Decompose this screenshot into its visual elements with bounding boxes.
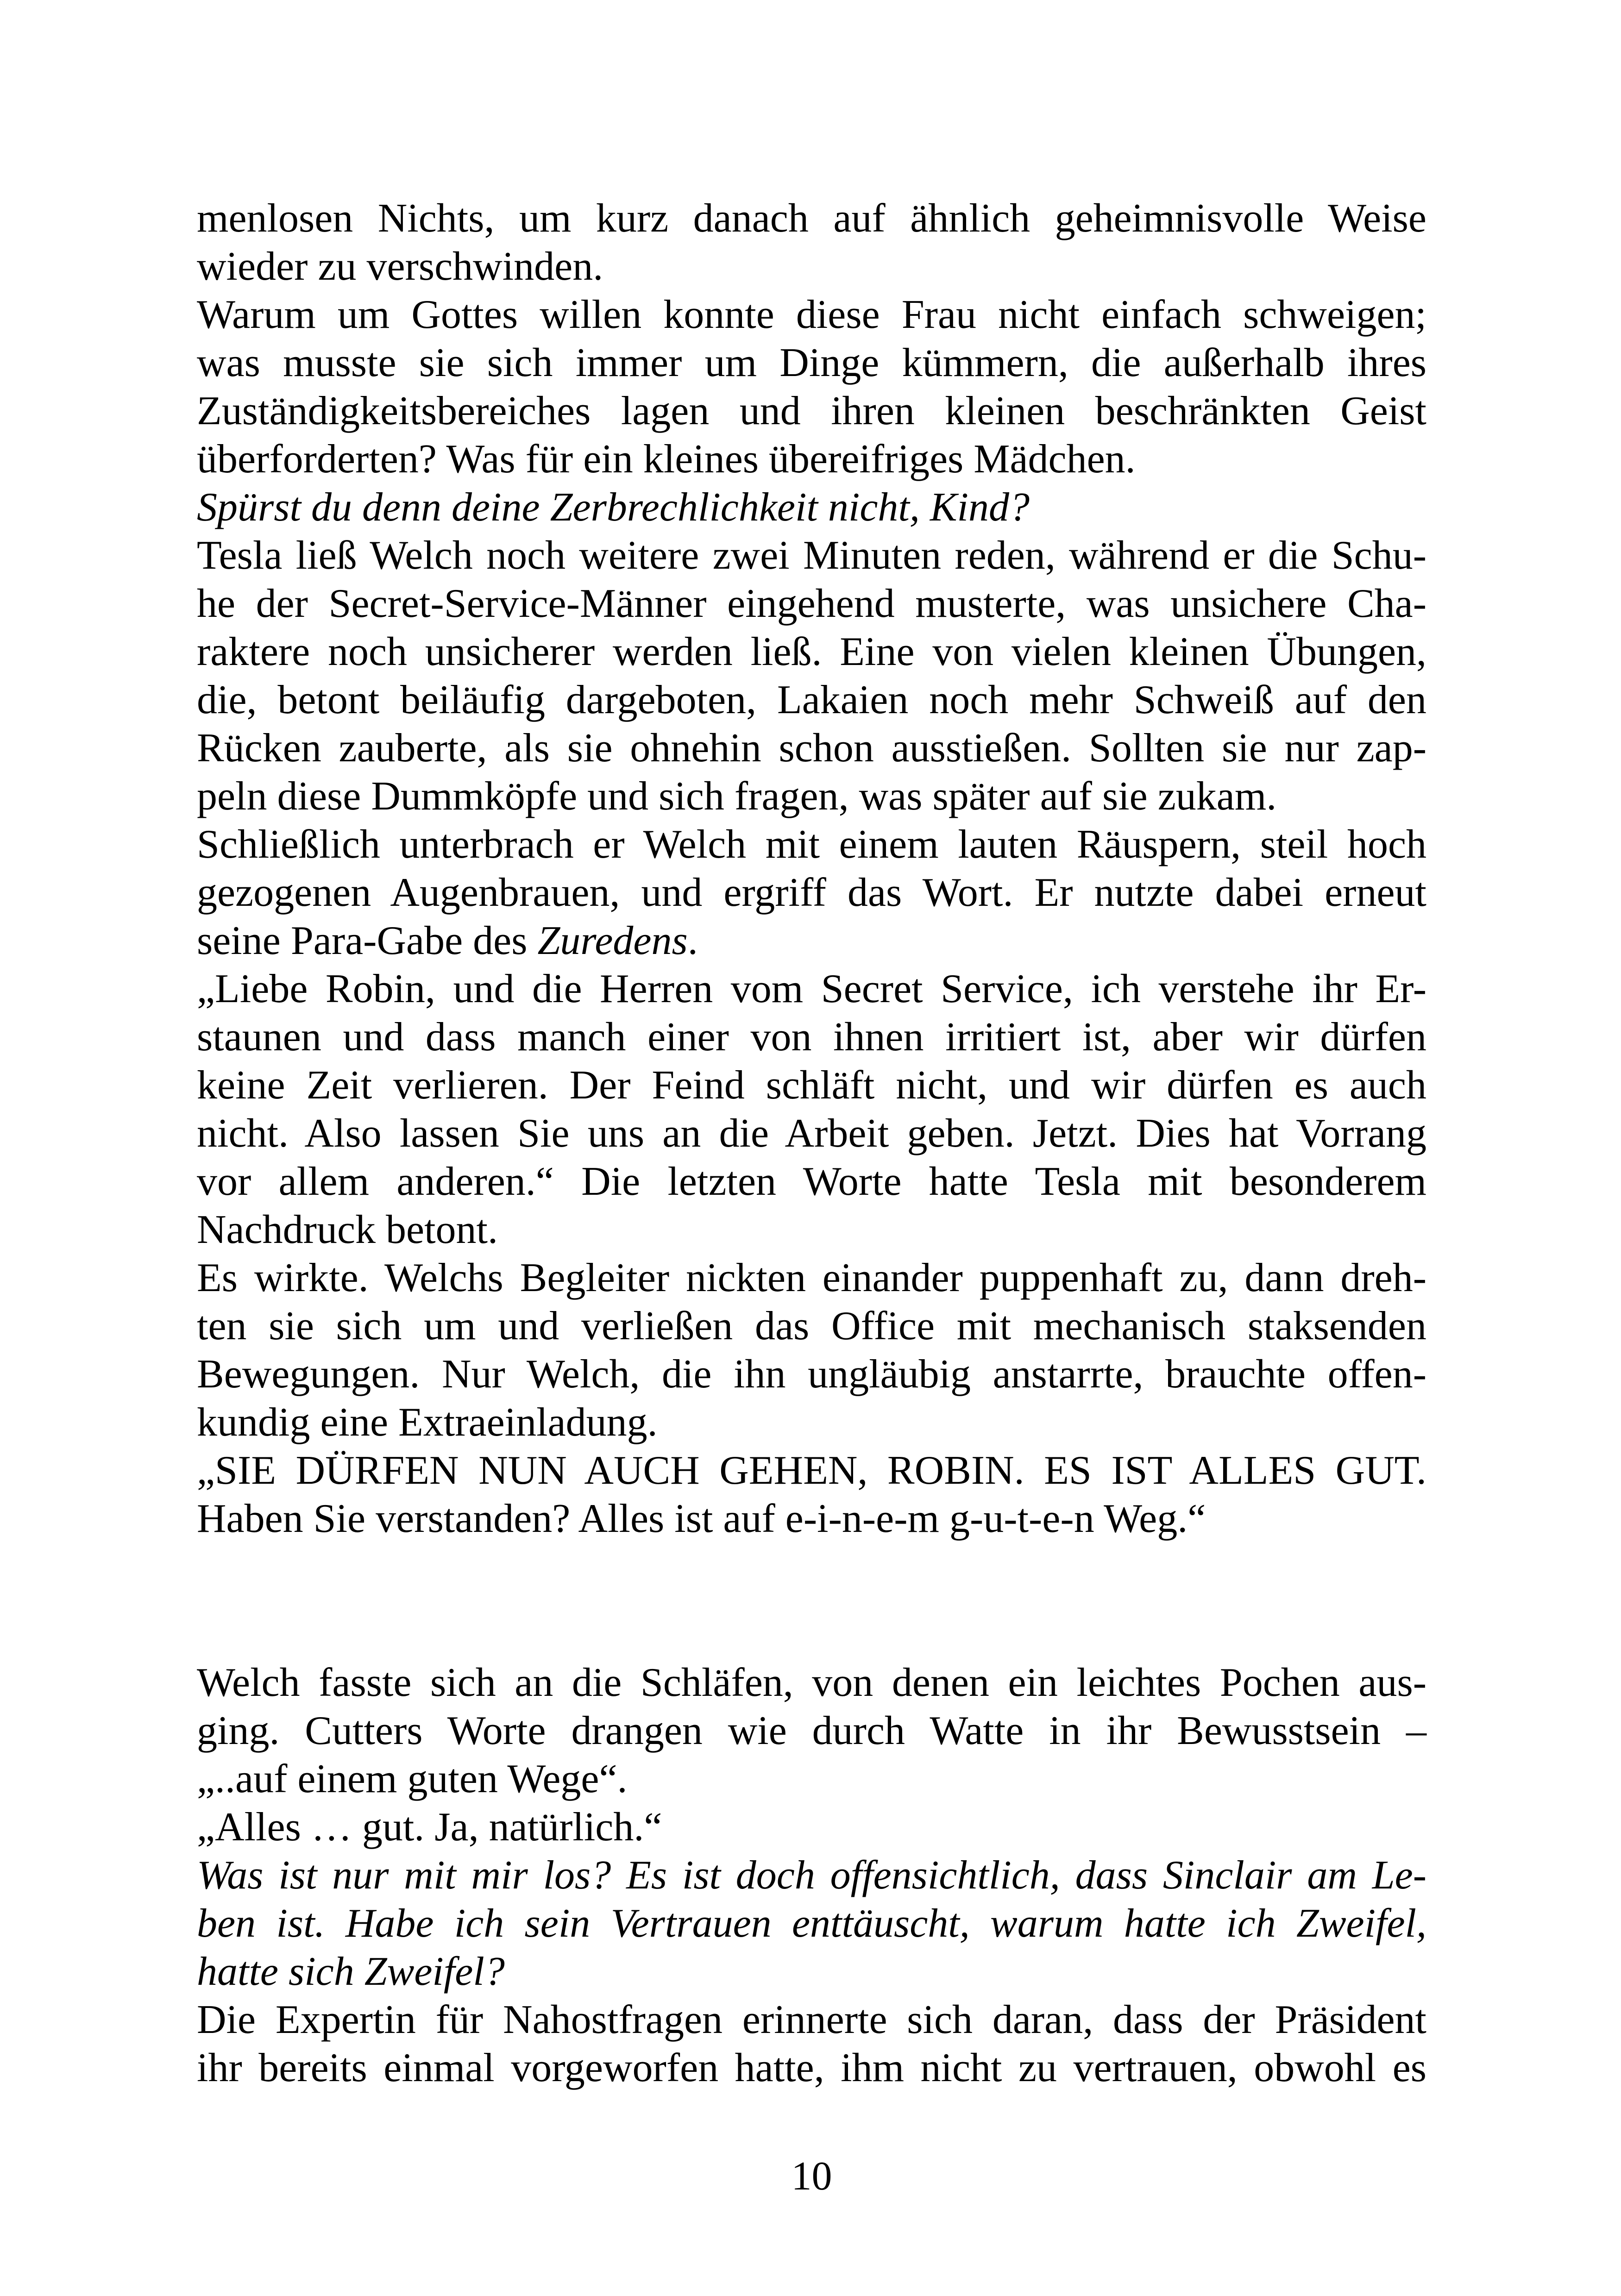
paragraph	[197, 1851, 1426, 1996]
text-line	[197, 1803, 1426, 1851]
paragraph	[197, 194, 1426, 291]
text-line	[197, 1399, 1426, 1447]
text-line	[197, 676, 1426, 724]
text-line	[197, 1447, 1426, 1495]
text-segment: „Alles … gut. Ja, natürlich.“	[197, 1805, 662, 1850]
text-segment: „..auf einem guten Wege“.	[197, 1757, 628, 1801]
text-segment: Zuständigkeitsbereiches lagen und ihren kleinen beschränkten Geist	[197, 389, 1426, 433]
page-number: 10	[791, 2154, 832, 2199]
text-segment: was musste sie sich immer um Dinge kümmern, die außerhalb ihres	[197, 340, 1426, 385]
text-segment: seine Para-Gabe des	[197, 918, 538, 963]
paragraph	[197, 1447, 1426, 1543]
text-line	[197, 1495, 1426, 1543]
text-segment: wieder zu verschwinden.	[197, 244, 603, 289]
text-segment: Schließlich unterbrach er Welch mit einem lauten Räuspern, steil hoch	[197, 822, 1426, 867]
text-line	[197, 194, 1426, 243]
text-segment: Die Expertin für Nahostfragen erinnerte sich daran, dass der Präsident	[197, 1997, 1426, 2042]
text-line	[197, 1302, 1426, 1350]
paragraph	[197, 1803, 1426, 1851]
text-line	[197, 1061, 1426, 1110]
text-segment-italic: Spürst du denn deine Zerbrechlichkeit nicht, Kind?	[197, 485, 1030, 530]
text-line	[197, 243, 1426, 291]
text-segment: Bewegungen. Nur Welch, die ihn ungläubig anstarrte, brauchte offen-	[197, 1352, 1426, 1397]
text-segment: überforderten? Was für ein kleines übereifriges Mädchen.	[197, 437, 1136, 482]
text-segment: Es wirkte. Welchs Begleiter nickten einander puppenhaft zu, dann dreh-	[197, 1255, 1426, 1300]
text-segment: raktere noch unsicherer werden ließ. Eine von vielen kleinen Übungen,	[197, 629, 1426, 674]
paragraph	[197, 532, 1426, 821]
text-segment-italic: Zuredens	[537, 918, 688, 963]
text-line	[197, 1350, 1426, 1399]
text-line	[197, 724, 1426, 772]
text-segment: ihr bereits einmal vorgeworfen hatte, ihm nicht zu vertrauen, obwohl es	[197, 2045, 1426, 2090]
paragraph	[197, 1254, 1426, 1447]
text-line	[197, 1900, 1426, 1948]
text-line	[197, 1254, 1426, 1302]
text-line	[197, 1158, 1426, 1206]
text-segment: vor allem anderen.“ Die letzten Worte hatte Tesla mit besonderem	[197, 1159, 1426, 1204]
text-line	[197, 1851, 1426, 1900]
text-segment: Warum um Gottes willen konnte diese Frau nicht einfach schweigen;	[197, 292, 1426, 337]
text-line	[197, 387, 1426, 435]
text-line	[197, 580, 1426, 628]
text-segment: staunen und dass manch einer von ihnen irritiert ist, aber wir dürfen	[197, 1015, 1426, 1060]
text-line	[197, 869, 1426, 917]
text-line	[197, 483, 1426, 532]
text-segment: kundig eine Extraeinladung.	[197, 1400, 658, 1445]
paragraph	[197, 1659, 1426, 1803]
text-block	[197, 194, 1426, 2092]
text-line	[197, 1110, 1426, 1158]
text-line	[197, 1948, 1426, 1996]
text-line	[197, 1755, 1426, 1803]
text-segment: Nachdruck betont.	[197, 1207, 498, 1252]
text-line	[197, 532, 1426, 580]
text-line	[197, 2044, 1426, 2092]
text-line	[197, 1206, 1426, 1254]
text-line	[197, 1996, 1426, 2044]
text-line	[197, 339, 1426, 387]
text-segment: Welch fasste sich an die Schläfen, von denen ein leichtes Pochen aus-	[197, 1660, 1426, 1705]
text-segment-italic: hatte sich Zweifel?	[197, 1949, 505, 1994]
scene-break	[197, 1543, 1426, 1659]
text-segment: gezogenen Augenbrauen, und ergriff das Wort. Er nutzte dabei erneut	[197, 870, 1426, 915]
text-segment: keine Zeit verlieren. Der Feind schläft nicht, und wir dürfen es auch	[197, 1063, 1426, 1108]
text-segment: die, betont beiläufig dargeboten, Lakaien noch mehr Schweiß auf den	[197, 678, 1426, 722]
text-line	[197, 1659, 1426, 1707]
text-segment: Tesla ließ Welch noch weitere zwei Minuten reden, während er die Schu-	[197, 533, 1426, 578]
text-line	[197, 435, 1426, 483]
text-line	[197, 772, 1426, 821]
paragraph	[197, 483, 1426, 532]
text-line	[197, 628, 1426, 676]
text-segment: he der Secret-Service-Männer eingehend musterte, was unsichere Cha-	[197, 581, 1426, 626]
text-line	[197, 965, 1426, 1013]
text-segment: Rücken zauberte, als sie ohnehin schon ausstießen. Sollten sie nur zap-	[197, 726, 1426, 771]
paragraph	[197, 291, 1426, 483]
text-line	[197, 917, 1426, 965]
text-segment: peln diese Dummköpfe und sich fragen, was später auf sie zukam.	[197, 774, 1277, 819]
text-segment: „SIE DÜRFEN NUN AUCH GEHEN, ROBIN. ES IST ALLES GUT.	[197, 1448, 1426, 1493]
paragraph	[197, 1996, 1426, 2092]
text-segment-italic: Was ist nur mit mir los? Es ist doch offensichtlich, dass Sinclair am Le-	[197, 1853, 1426, 1898]
text-segment: menlosen Nichts, um kurz danach auf ähnlich geheimnisvolle Weise	[197, 196, 1426, 241]
text-line	[197, 1013, 1426, 1061]
text-segment: ging. Cutters Worte drangen wie durch Watte in ihr Bewusstsein –	[197, 1708, 1426, 1753]
text-line	[197, 821, 1426, 869]
text-segment: „Liebe Robin, und die Herren vom Secret Service, ich verstehe ihr Er-	[197, 966, 1426, 1011]
text-segment: Haben Sie verstanden? Alles ist auf e-i-n-e-m g-u-t-e-n Weg.“	[197, 1496, 1206, 1541]
paragraph	[197, 965, 1426, 1254]
paragraph	[197, 821, 1426, 965]
text-segment: ten sie sich um und verließen das Office mit mechanisch staksenden	[197, 1304, 1426, 1349]
text-segment: nicht. Also lassen Sie uns an die Arbeit geben. Jetzt. Dies hat Vorrang	[197, 1111, 1426, 1156]
text-line	[197, 291, 1426, 339]
text-line	[197, 1707, 1426, 1755]
text-segment: .	[687, 918, 698, 963]
page-footer	[197, 2152, 1426, 2201]
text-segment-italic: ben ist. Habe ich sein Vertrauen enttäuscht, warum hatte ich Zweifel,	[197, 1901, 1426, 1946]
